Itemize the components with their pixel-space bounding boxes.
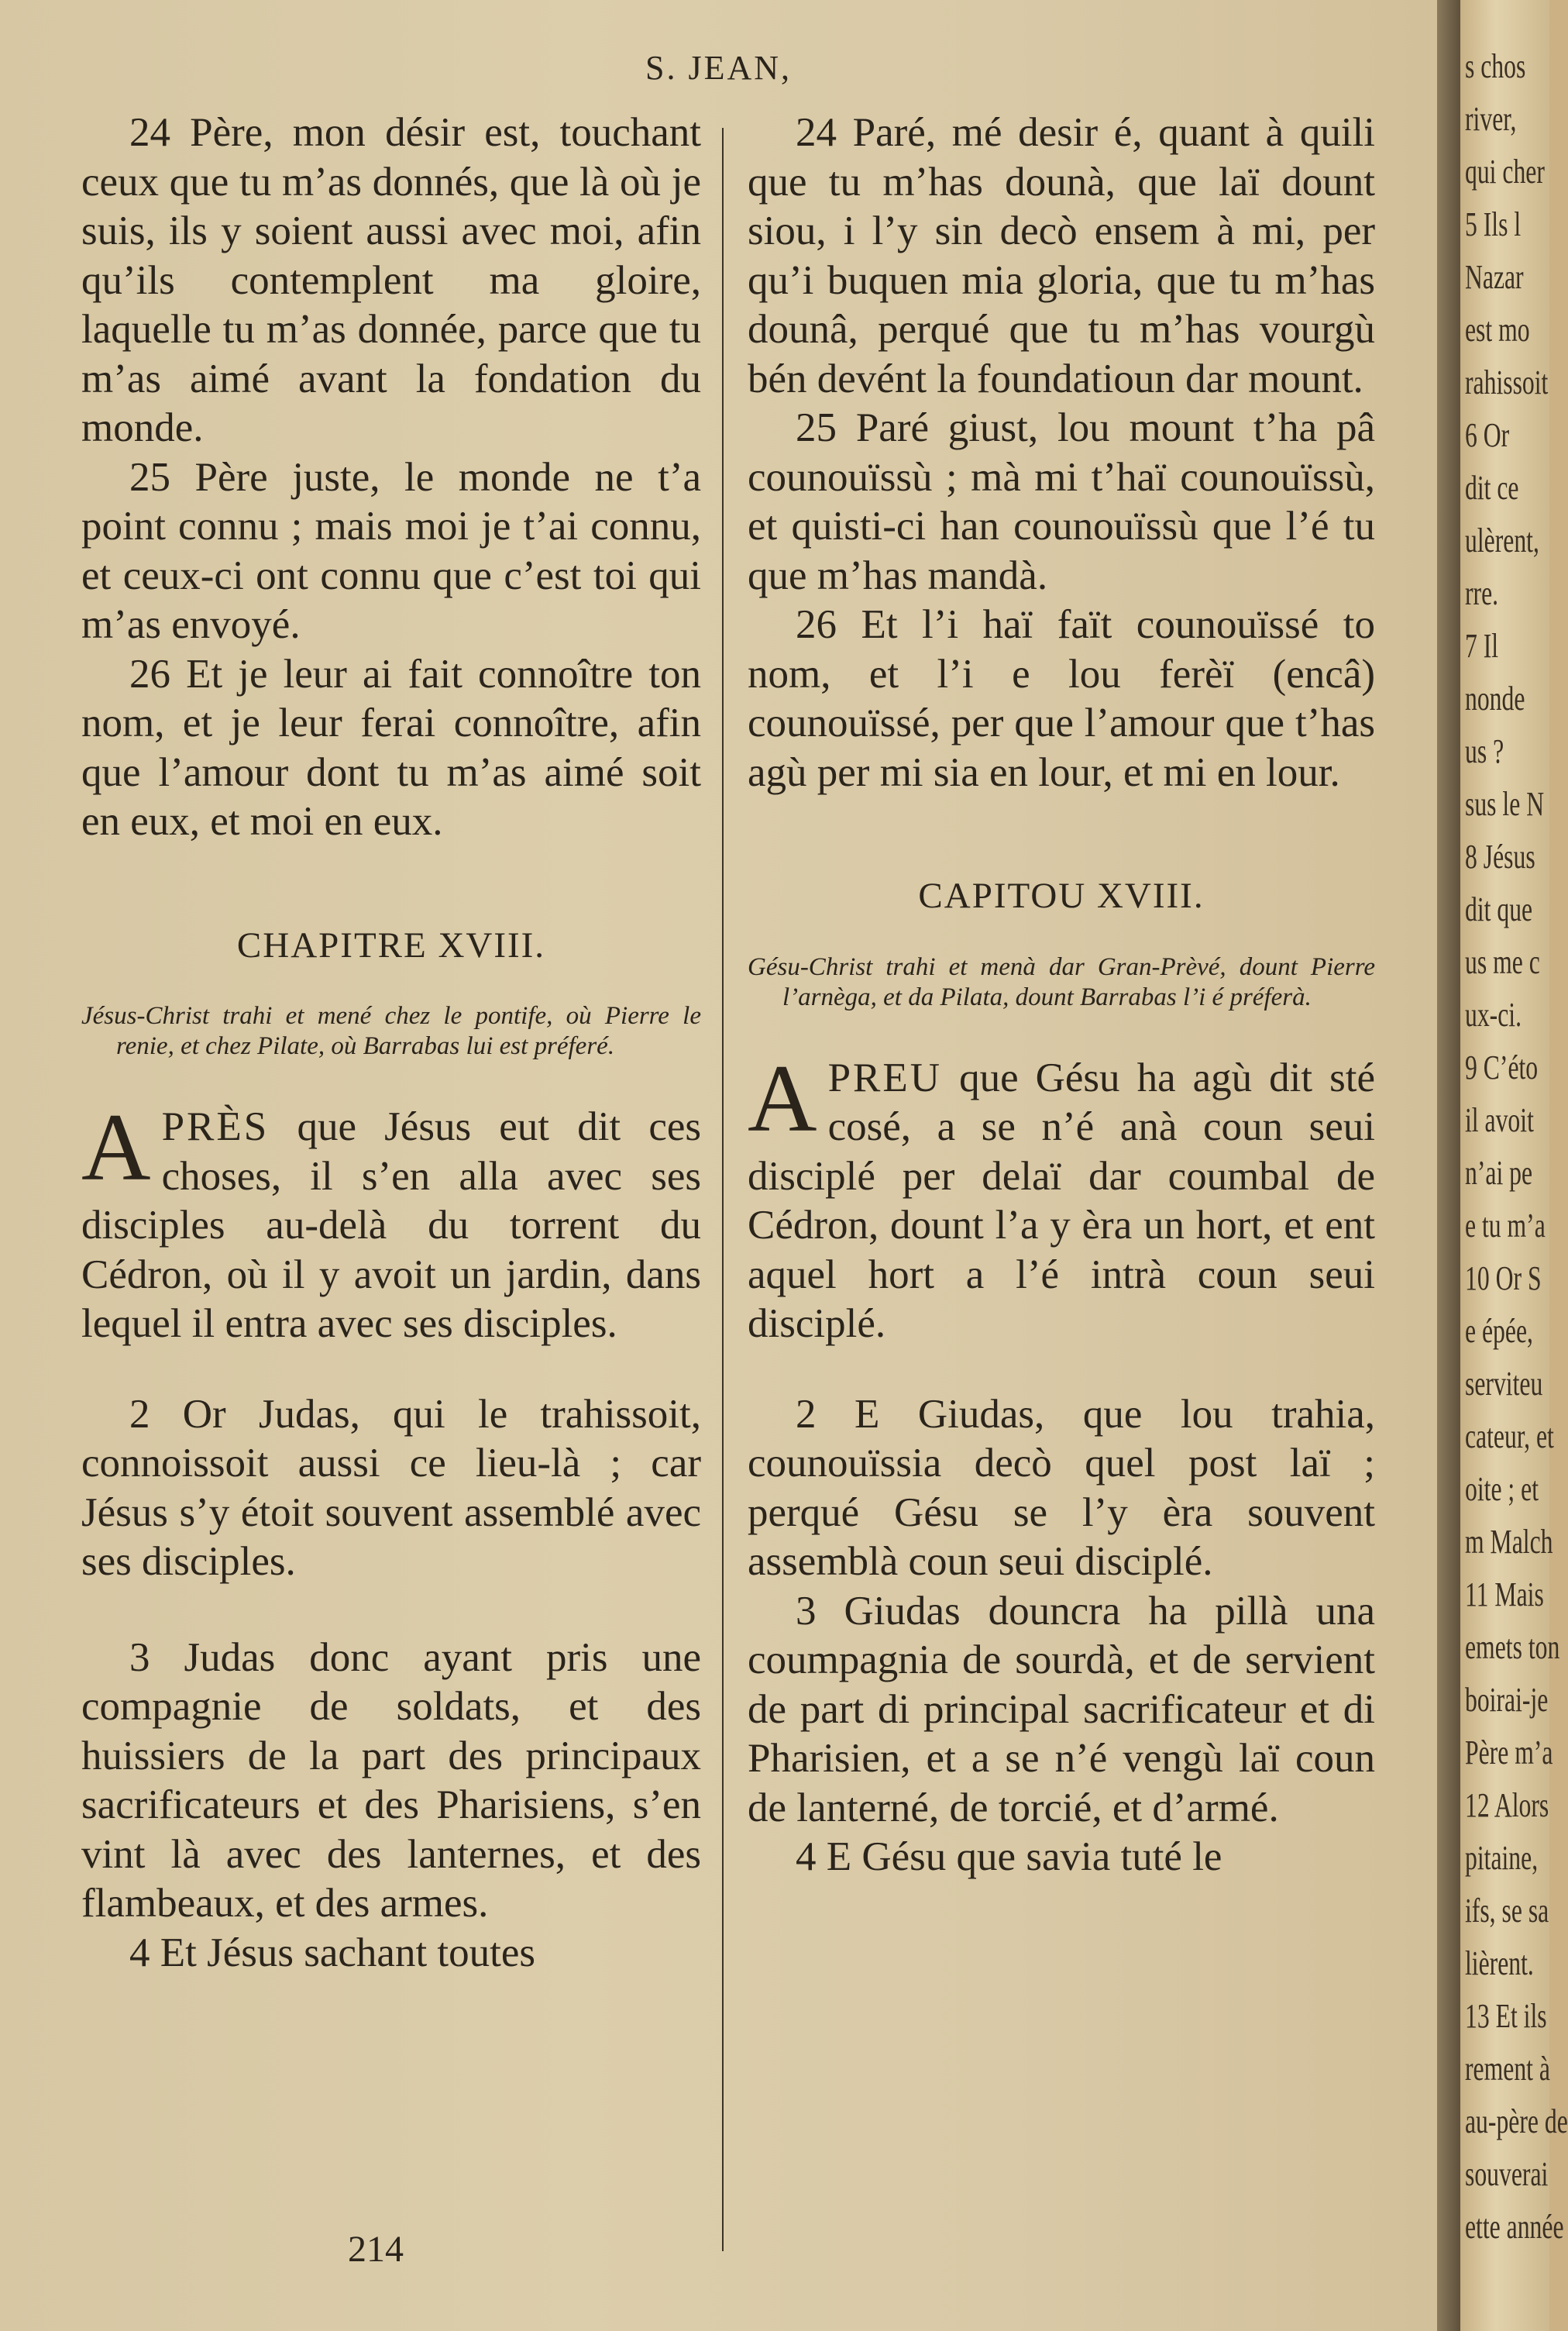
facing-page-fragment: e épée, xyxy=(1465,1312,1533,1350)
facing-page-fragment: sus le N xyxy=(1465,785,1545,823)
facing-page-fragment: oite ; et xyxy=(1465,1470,1539,1508)
facing-page-fragment: est mo xyxy=(1465,311,1530,349)
chapter-title-nicard: CAPITOU XVIII. xyxy=(918,876,1205,916)
nicard-column xyxy=(748,108,1375,1882)
drop-cap-fr: A xyxy=(81,1094,151,1200)
facing-page-fragment: ulèrent, xyxy=(1465,522,1539,560)
verse-4-fr: 4 Et Jésus sachant toutes xyxy=(129,1930,536,1975)
facing-page-fragment: il avoit xyxy=(1465,1101,1534,1139)
facing-page-fragment: rahissoit xyxy=(1465,363,1549,401)
facing-page-fragment: 12 Alors xyxy=(1465,1786,1549,1824)
facing-page-fragment: lièrent. xyxy=(1465,1944,1534,1982)
verse-2-nicard: 2 E Giudas, que lou trahia, counouïssia decò quel post laï ; perqué Gésu se l’y èra souvent assemblà coun seui disciplé. xyxy=(748,1391,1375,1584)
facing-page-fragment: pitaine, xyxy=(1465,1839,1539,1877)
facing-page-fragment: e tu m’a xyxy=(1465,1207,1546,1245)
facing-page-fragment: nonde xyxy=(1465,680,1525,718)
facing-page-fragment: rement à xyxy=(1465,2050,1550,2088)
facing-page-fragment: us ? xyxy=(1465,732,1504,770)
verse-1-fr-text: que Jésus eut dit ces choses, il s’en alla avec ses disciples au-delà du torrent du Cédron, où il y avoit un jardin, dans lequel il entra avec ses disciples. xyxy=(81,1104,702,1346)
facing-page-fragment: Père m’a xyxy=(1465,1734,1553,1771)
facing-page-fragment: ifs, se sa xyxy=(1465,1892,1549,1930)
chapter-summary-nicard: Gésu-Christ trahi et menà dar Gran-Prèvé, dount Pierre l’arnèga, et da Pilata, dount Barrabas l’i é préferà. xyxy=(748,952,1375,1011)
facing-page-fragment: 11 Mais xyxy=(1465,1575,1544,1613)
facing-page-fragment: river, xyxy=(1465,100,1517,138)
facing-page-edge xyxy=(1460,0,1568,2331)
verse-2-fr: 2 Or Judas, qui le trahissoit, connoissoit aussi ce lieu-là ; car Jésus s’y étoit souvent assemblé avec ses disciples. xyxy=(81,1391,701,1584)
facing-page-fragment: 6 Or xyxy=(1465,416,1510,454)
facing-page-fragment: 9 C’éto xyxy=(1465,1048,1539,1086)
facing-page-fragment: cateur, et xyxy=(1465,1417,1554,1455)
facing-page-fragment: au-père de xyxy=(1465,2102,1568,2140)
facing-page-fragment: s chos xyxy=(1465,47,1526,85)
facing-page-fragment: emets ton xyxy=(1465,1628,1560,1666)
verse-4-nicard: 4 E Gésu que savia tuté le xyxy=(796,1834,1222,1879)
facing-page-fragment: Nazar xyxy=(1465,258,1524,296)
verse-3-fr: 3 Judas donc ayant pris une compagnie de soldats, et des huissiers de la part des principaux sacrificateurs et des Pharisiens, s’en vint là avec des lanternes, et des flambeaux, et des armes. xyxy=(81,1634,701,1926)
facing-page-fragment: m Malch xyxy=(1465,1523,1553,1561)
verse-24-nicard: 24 Paré, mé desir é, quant à quili que tu m’has dounà, que laï dount siou, i l’y sin decò ensem à mi, per qu’i buquen mia gloria, que tu m’has dounâ, perqué que tu m’has vourgù bén devént la foundatioun dar mount. xyxy=(748,110,1375,401)
facing-page-fragment: dit que xyxy=(1465,890,1533,928)
facing-page-fragment: qui cher xyxy=(1465,153,1545,191)
chapter-title-fr: CHAPITRE XVIII. xyxy=(236,924,546,966)
verse-25-fr: 25 Père juste, le monde ne t’a point connu ; mais moi je t’ai connu, et ceux-ci ont connu que c’est toi qui m’as envoyé. xyxy=(81,454,701,647)
facing-page-fragment: 7 Il xyxy=(1465,627,1499,665)
facing-page-fragment: 5 Ils l xyxy=(1465,205,1522,243)
chapter-summary-fr: Jésus-Christ trahi et mené chez le pontife, où Pierre le renie, et chez Pilate, où Barrabas lui est préferé. xyxy=(81,1002,701,1060)
verse-3-nicard: 3 Giudas douncra ha pillà una coumpagnia de sourdà, et de servient de part di principal sacrificateur et di Pharisien, et a se n’é vengù laï coun de lanterné, de torcié, et d’armé. xyxy=(748,1588,1375,1830)
facing-page-fragment: boirai-je xyxy=(1465,1681,1549,1719)
page-number: 214 xyxy=(348,2229,404,2270)
facing-page-fragment: n’ai pe xyxy=(1465,1154,1533,1192)
facing-page-fragment: us me c xyxy=(1465,943,1540,981)
facing-page-fragment: 13 Et ils xyxy=(1465,1997,1547,2035)
verse-1-fr xyxy=(81,1094,702,1349)
facing-page-fragment: souverai xyxy=(1465,2155,1549,2193)
verse-26-nicard: 26 Et l’i haï faït counouïssé to nom, et l’i e lou ferèï (encâ) counouïssé, per que l’amour que t’has agù per mi sia en lour, et mi en lour. xyxy=(748,602,1375,795)
french-column xyxy=(81,108,701,1978)
running-header: S. JEAN, xyxy=(645,49,793,87)
facing-page-fragment: serviteu xyxy=(1465,1365,1543,1403)
verse-1-nicard xyxy=(748,1045,1376,1349)
verse-25-nicard: 25 Paré giust, lou mount t’ha pâ counouïssù ; mà mi t’haï counouïssù, et quisti-ci han counouïssù que l’é tu que m’has mandà. xyxy=(748,405,1375,598)
book-gutter xyxy=(1437,0,1460,2331)
facing-page-fragment: 8 Jésus xyxy=(1465,838,1535,876)
verse-1-nicard-text: que Gésu ha agù dit sté cosé, a se n’é anà coun seui disciplé per delaï dar coumbal de Cédron, dount l’a y èra un hort, et ent aquel hort a l’é intrà coun seui disciplé. xyxy=(748,1055,1376,1346)
verse-24-fr: 24 Père, mon désir est, touchant ceux que tu m’as donnés, que là où je suis, ils y soient aussi avec moi, afin qu’ils contemplent ma gloire, laquelle tu m’as donnée, parce que tu m’as aimé avant la fondation du monde. xyxy=(81,110,701,450)
facing-page-fragment: dit ce xyxy=(1465,469,1519,507)
opening-caps-fr: PRÈS xyxy=(161,1104,270,1149)
facing-page-fragment: ux-ci. xyxy=(1465,996,1522,1034)
opening-caps-nicard: PREU xyxy=(827,1055,943,1100)
drop-cap-nicard: A xyxy=(748,1045,817,1152)
column-divider xyxy=(722,128,724,2251)
facing-page-fragment: ette année xyxy=(1465,2208,1564,2246)
facing-page-fragment: rre. xyxy=(1465,574,1499,612)
facing-page-fragment: 10 Or S xyxy=(1465,1259,1542,1297)
verse-26-fr: 26 Et je leur ai fait connoître ton nom, et je leur ferai connoître, afin que l’amour dont tu m’as aimé soit en eux, et moi en eux. xyxy=(81,651,701,844)
